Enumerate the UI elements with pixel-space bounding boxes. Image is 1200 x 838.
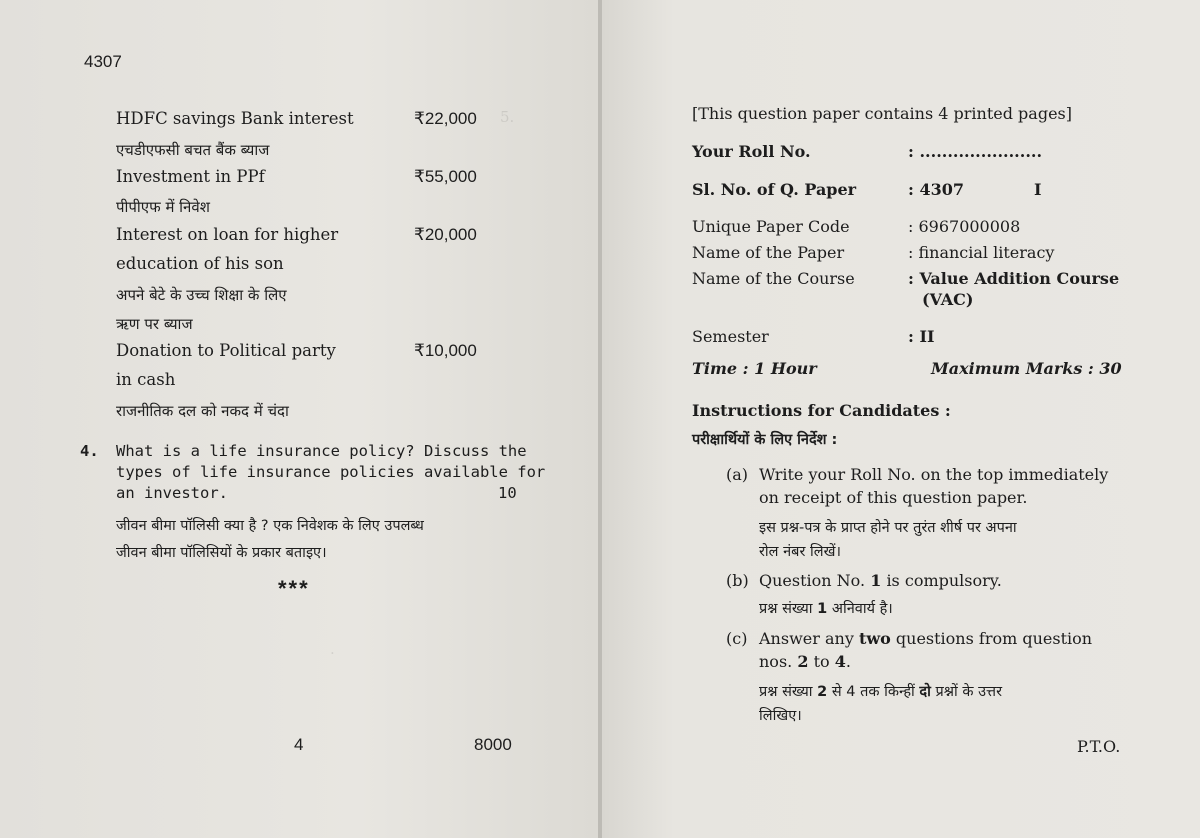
deduction-amount: ₹20,000 [414, 225, 477, 244]
semester-label: Semester [692, 327, 769, 346]
instruction-c-text-bold: two [858, 629, 891, 648]
instruction-c-period: . [845, 652, 851, 671]
deduction-label-en: Donation to Political party [116, 341, 336, 360]
instruction-c-hindi-bold: दो [919, 684, 931, 700]
slno-label: Sl. No. of Q. Paper [692, 180, 857, 199]
instruction-c-label: (c) [726, 629, 748, 648]
instruction-a-hindi: रोल नंबर लिखें। [759, 544, 841, 560]
roll-value: : ...................... [908, 142, 1043, 161]
course-label: Name of the Course [692, 269, 855, 288]
instruction-c-hindi-post: प्रश्नों के उत्तर [935, 684, 1003, 700]
semester-value: : II [908, 327, 935, 346]
time-label: Time : 1 Hour [692, 359, 817, 378]
instruction-c-hindi-num: 2 [817, 684, 828, 700]
instruction-b-label: (b) [726, 571, 749, 590]
deduction-label-hi: एचडीएफसी बचत बैंक ब्याज [116, 141, 270, 159]
deduction-label-en: in cash [116, 370, 176, 389]
question-marks: 10 [498, 484, 517, 502]
instruction-c-hindi-pre: प्रश्न संख्या [759, 684, 813, 700]
header-note: [This question paper contains 4 printed pages] [692, 104, 1072, 123]
instruction-b-hindi-num: 1 [817, 601, 828, 617]
page-id: 4307 [84, 52, 122, 71]
end-mark: *** [278, 576, 310, 601]
instruction-b-hindi-pre: प्रश्न संख्या [759, 601, 813, 617]
question-text-line: What is a life insurance policy? Discuss the [116, 442, 527, 460]
question-hindi-line: जीवन बीमा पॉलिसी क्या है ? एक निवेशक के लिए उपलब्ध [116, 518, 424, 534]
instruction-c-text [759, 627, 1092, 650]
instruction-c-text-pre: Answer any [759, 629, 854, 648]
deduction-amount: ₹10,000 [414, 341, 477, 360]
deduction-label-en: Investment in PPf [116, 167, 265, 186]
deduction-label-en: education of his son [116, 254, 284, 273]
instruction-b-qnum: 1 [870, 571, 882, 590]
instruction-c-qnum-to: 4 [834, 652, 846, 671]
page-number: 4 [294, 735, 304, 754]
right-page [602, 0, 1200, 838]
instruction-c-hindi [759, 680, 1002, 704]
deduction-label-hi: ऋण पर ब्याज [116, 315, 193, 333]
paper-value: : financial literacy [908, 243, 1055, 262]
deduction-amount: ₹55,000 [414, 167, 477, 186]
instruction-a-text: on receipt of this question paper. [759, 488, 1028, 507]
course-value: : Value Addition Course [908, 269, 1120, 288]
question-text-line: types of life insurance policies available for [116, 463, 546, 481]
max-marks: Maximum Marks : 30 [931, 359, 1122, 378]
slno-value: : 4307 [908, 180, 965, 199]
deduction-amount: ₹22,000 [414, 109, 477, 128]
deduction-label-hi: पीपीएफ में निवेश [116, 198, 210, 216]
instruction-c-hindi-2: लिखिए। [759, 708, 802, 724]
slno-suffix: I [1034, 180, 1042, 199]
instruction-b-hindi-post: अनिवार्य है। [831, 601, 893, 617]
instruction-a-hindi: इस प्रश्न-पत्र के प्राप्त होने पर तुरंत शीर्ष पर अपना [759, 520, 1017, 536]
code-value: : 6967000008 [908, 217, 1021, 236]
instruction-a-label: (a) [726, 465, 749, 484]
deduction-label-hi: अपने बेटे के उच्च शिक्षा के लिए [116, 286, 287, 304]
deduction-label-en: HDFC savings Bank interest [116, 109, 354, 128]
print-copies: 8000 [474, 735, 512, 754]
course-value-abbr: (VAC) [922, 290, 974, 309]
question-number: 4. [80, 442, 99, 460]
instruction-c-hindi-mid: से 4 तक किन्हीं [831, 684, 915, 700]
instruction-b-text-post: is compulsory. [886, 571, 1002, 590]
instruction-b-text [759, 569, 1002, 592]
question-text-line: an investor. [116, 484, 228, 502]
deduction-label-hi: राजनीतिक दल को नकद में चंदा [116, 402, 289, 420]
instruction-c-nos: nos. [759, 652, 793, 671]
instruction-a-text: Write your Roll No. on the top immediately [759, 465, 1109, 484]
code-label: Unique Paper Code [692, 217, 850, 236]
paper-label: Name of the Paper [692, 243, 845, 262]
left-page [0, 0, 598, 838]
instruction-c-to: to [813, 652, 830, 671]
roll-label: Your Roll No. [692, 142, 811, 161]
question-hindi-line: जीवन बीमा पॉलिसियों के प्रकार बताइए। [116, 545, 327, 561]
instruction-b-hindi [759, 597, 893, 621]
deduction-label-en: Interest on loan for higher [116, 225, 339, 244]
pto-label: P.T.O. [1077, 737, 1121, 756]
show-through-text: 5. [500, 108, 515, 126]
instruction-c-text-post: questions from question [895, 629, 1093, 648]
instructions-heading: Instructions for Candidates : [692, 401, 951, 420]
instruction-c-qnum-from: 2 [797, 652, 809, 671]
instructions-heading-hindi: परीक्षार्थियों के लिए निर्देश : [692, 432, 838, 448]
instruction-c-text-2 [759, 650, 851, 673]
instruction-b-text-pre: Question No. [759, 571, 866, 590]
show-through-text: . [330, 640, 335, 658]
